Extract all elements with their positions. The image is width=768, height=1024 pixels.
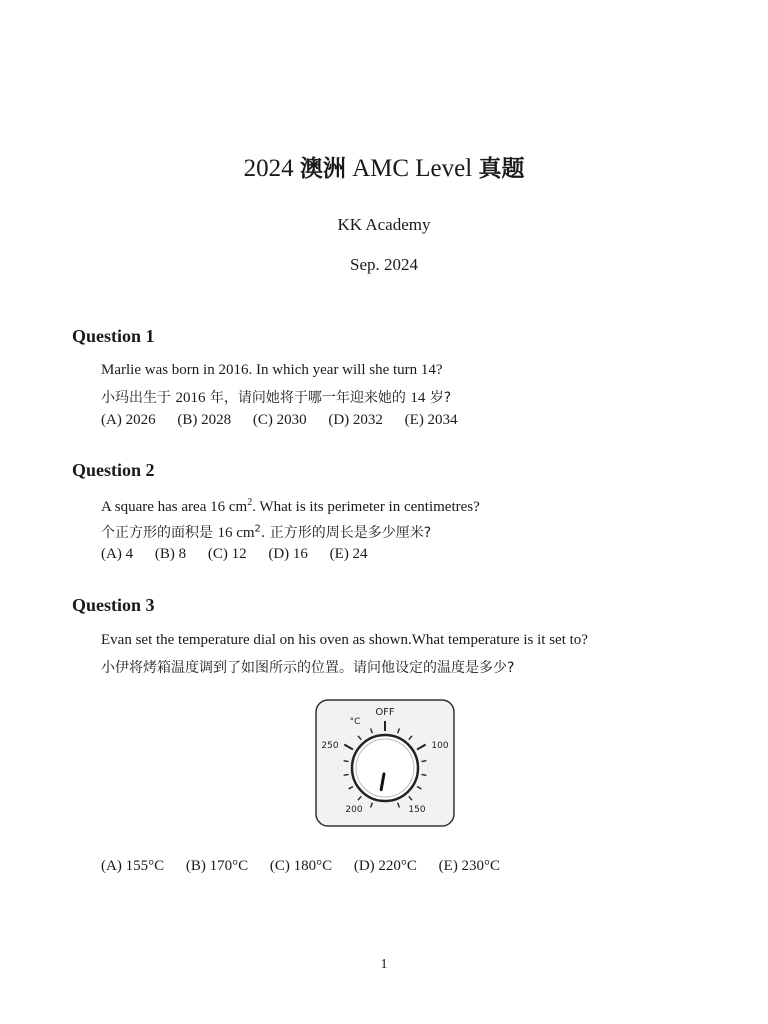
title-suffix: 真题 bbox=[478, 156, 525, 182]
question-1-chinese bbox=[101, 387, 451, 407]
question-2-heading: Question 2 bbox=[72, 460, 155, 480]
option-a: (A) 155°C bbox=[101, 858, 165, 874]
title-year: 2024 bbox=[243, 155, 294, 182]
question-2-english bbox=[101, 497, 480, 516]
oven-dial-figure bbox=[314, 698, 456, 828]
question-1-english: Marlie was born in 2016. In which year will she turn 14? bbox=[101, 362, 443, 378]
option-d: (D) 220°C bbox=[353, 858, 417, 874]
option-b: (B) 2028 bbox=[177, 412, 232, 428]
q2-zh-area: 16 cm bbox=[217, 525, 255, 541]
option-a: (A) 4 bbox=[101, 546, 134, 562]
q2-zh-part-a: 个正方形的面积是 bbox=[101, 525, 213, 541]
title-country: 澳洲 bbox=[299, 156, 346, 182]
page-title bbox=[0, 150, 768, 183]
q1-zh-part-b: 年，请问她将于哪一年迎来她的 bbox=[209, 390, 406, 406]
dial-tick bbox=[344, 761, 349, 762]
question-3-english: Evan set the temperature dial on his oven as shown.What temperature is it set to? bbox=[101, 632, 588, 648]
author: KK Academy bbox=[337, 215, 431, 234]
dial-off-label: OFF bbox=[375, 707, 395, 718]
q2-en-exponent: 2 bbox=[247, 497, 253, 508]
question-2-options bbox=[101, 546, 386, 563]
option-c: (C) 2030 bbox=[252, 412, 307, 428]
q2-en-part-b: . What is its perimeter in centimetres? bbox=[252, 499, 480, 515]
dial-unit-label: °C bbox=[349, 717, 361, 727]
option-b: (B) 8 bbox=[154, 546, 187, 562]
option-c: (C) 12 bbox=[207, 546, 247, 562]
q1-zh-age: 14 bbox=[410, 390, 426, 406]
title-exam: AMC Level bbox=[352, 155, 473, 182]
dial-label-100: 100 bbox=[431, 741, 449, 751]
dial-tick bbox=[421, 774, 426, 775]
option-c: (C) 180°C bbox=[269, 858, 333, 874]
dial-label-200: 200 bbox=[345, 805, 363, 815]
question-3-options bbox=[101, 858, 518, 875]
option-b: (B) 170°C bbox=[185, 858, 249, 874]
question-3-heading: Question 3 bbox=[72, 595, 155, 615]
q1-zh-year: 2016 bbox=[175, 390, 206, 406]
question-3-chinese: 小伊将烤箱温度调到了如图所示的位置。请问他设定的温度是多少? bbox=[101, 660, 515, 676]
q2-zh-exponent: 2 bbox=[254, 523, 261, 535]
q2-zh-part-b: . 正方形的周长是多少厘米? bbox=[260, 525, 432, 541]
option-a: (A) 2026 bbox=[101, 412, 156, 428]
dial-label-250: 250 bbox=[321, 741, 339, 751]
date: Sep. 2024 bbox=[350, 255, 418, 274]
dial-label-150: 150 bbox=[408, 805, 426, 815]
option-d: (D) 16 bbox=[268, 546, 308, 562]
question-1-heading: Question 1 bbox=[72, 326, 155, 346]
q1-zh-part-c: 岁? bbox=[429, 390, 452, 406]
question-1-options bbox=[101, 412, 476, 429]
question-2-chinese bbox=[101, 522, 431, 542]
page-number: 1 bbox=[380, 957, 388, 972]
option-d: (D) 2032 bbox=[328, 412, 383, 428]
option-e: (E) 2034 bbox=[404, 412, 458, 428]
q2-en-part-a: A square has area 16 cm bbox=[101, 499, 248, 515]
dial-tick bbox=[421, 761, 426, 762]
option-e: (E) 24 bbox=[329, 546, 368, 562]
dial-tick bbox=[344, 774, 349, 775]
option-e: (E) 230°C bbox=[438, 858, 501, 874]
dial-knob bbox=[352, 735, 418, 801]
q1-zh-part-a: 小玛出生于 bbox=[101, 390, 171, 406]
